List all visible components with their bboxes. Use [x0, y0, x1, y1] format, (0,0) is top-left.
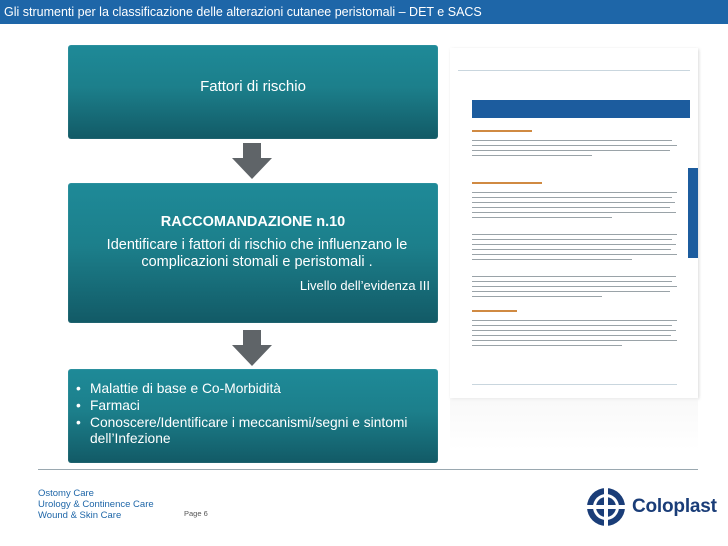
- doc-text-line: [472, 281, 672, 282]
- document-page-image: [450, 48, 698, 398]
- list-item-text: Farmaci: [90, 398, 140, 413]
- doc-text-line: [472, 145, 677, 146]
- header-bar: [0, 0, 728, 24]
- doc-text-line: [472, 140, 672, 141]
- doc-text-line: [472, 234, 677, 235]
- doc-text-line: [472, 239, 672, 240]
- doc-text-line: [472, 340, 677, 341]
- recommendation-heading: RACCOMANDAZIONE n.10: [160, 214, 346, 230]
- doc-text-line: [472, 325, 672, 326]
- doc-text-line: [472, 249, 671, 250]
- bullet: •: [76, 381, 81, 396]
- doc-section-heading: [472, 310, 517, 312]
- doc-recommendation-banner: [472, 100, 690, 118]
- doc-text-line: [472, 276, 676, 277]
- footer-urology-care: Urology & Continence Care: [38, 499, 154, 510]
- doc-footer-rule: [472, 384, 677, 385]
- doc-text-line: [472, 155, 592, 156]
- doc-section-heading: [472, 182, 542, 184]
- document-page-reflection: [450, 398, 698, 450]
- doc-header-rule: [458, 70, 690, 71]
- footer-wound-care: Wound & Skin Care: [38, 510, 122, 521]
- list-item-text: Conoscere/Identificare i meccanismi/segni e sintomi dell’Infezione: [90, 415, 408, 446]
- coloplast-logo: [586, 487, 717, 527]
- list-item: [76, 398, 430, 414]
- factors-list: [76, 381, 430, 448]
- down-arrow-icon: [232, 330, 272, 366]
- footer-ostomy-care: Ostomy Care: [38, 488, 94, 499]
- bullet: •: [76, 398, 81, 413]
- doc-text-line: [472, 335, 671, 336]
- list-item-text: Malattie di base e Co-Morbidità: [90, 381, 281, 396]
- page-number: Page 6: [184, 509, 208, 518]
- coloplast-logo-icon: [586, 487, 626, 527]
- doc-text-line: [472, 192, 677, 193]
- list-item: [76, 415, 430, 447]
- doc-text-line: [472, 197, 672, 198]
- recommendation-line-2: complicazioni stomali e peristomali .: [141, 254, 373, 270]
- doc-text-line: [472, 259, 632, 260]
- doc-text-line: [472, 212, 676, 213]
- doc-text-line: [472, 330, 676, 331]
- doc-text-line: [472, 345, 622, 346]
- footer-divider: [38, 469, 698, 470]
- doc-text-line: [472, 207, 670, 208]
- risk-factors-title: Fattori di rischio: [200, 78, 306, 95]
- down-arrow-icon: [232, 143, 272, 179]
- recommendation-text: [86, 237, 428, 271]
- doc-text-line: [472, 254, 677, 255]
- factors-list-box: [68, 369, 438, 463]
- doc-text-line: [472, 202, 675, 203]
- doc-text-line: [472, 244, 676, 245]
- recommendation-box: [68, 183, 438, 323]
- doc-text-line: [472, 217, 612, 218]
- doc-text-line: [472, 291, 670, 292]
- doc-side-tab: [688, 168, 698, 258]
- doc-text-line: [472, 150, 670, 151]
- bullet: •: [76, 415, 81, 430]
- doc-text-line: [472, 320, 677, 321]
- doc-text-line: [472, 296, 602, 297]
- doc-text-line: [472, 286, 677, 287]
- risk-factors-box: [68, 45, 438, 139]
- coloplast-logo-text: Coloplast: [632, 496, 717, 517]
- recommendation-line-1: Identificare i fattori di rischio che influenzano le: [106, 237, 408, 253]
- evidence-level: Livello dell’evidenza III: [299, 278, 430, 293]
- list-item: [76, 381, 430, 397]
- header-title: Gli strumenti per la classificazione delle alterazioni cutanee peristomali – DET e SACS: [4, 5, 482, 19]
- doc-section-heading: [472, 130, 532, 132]
